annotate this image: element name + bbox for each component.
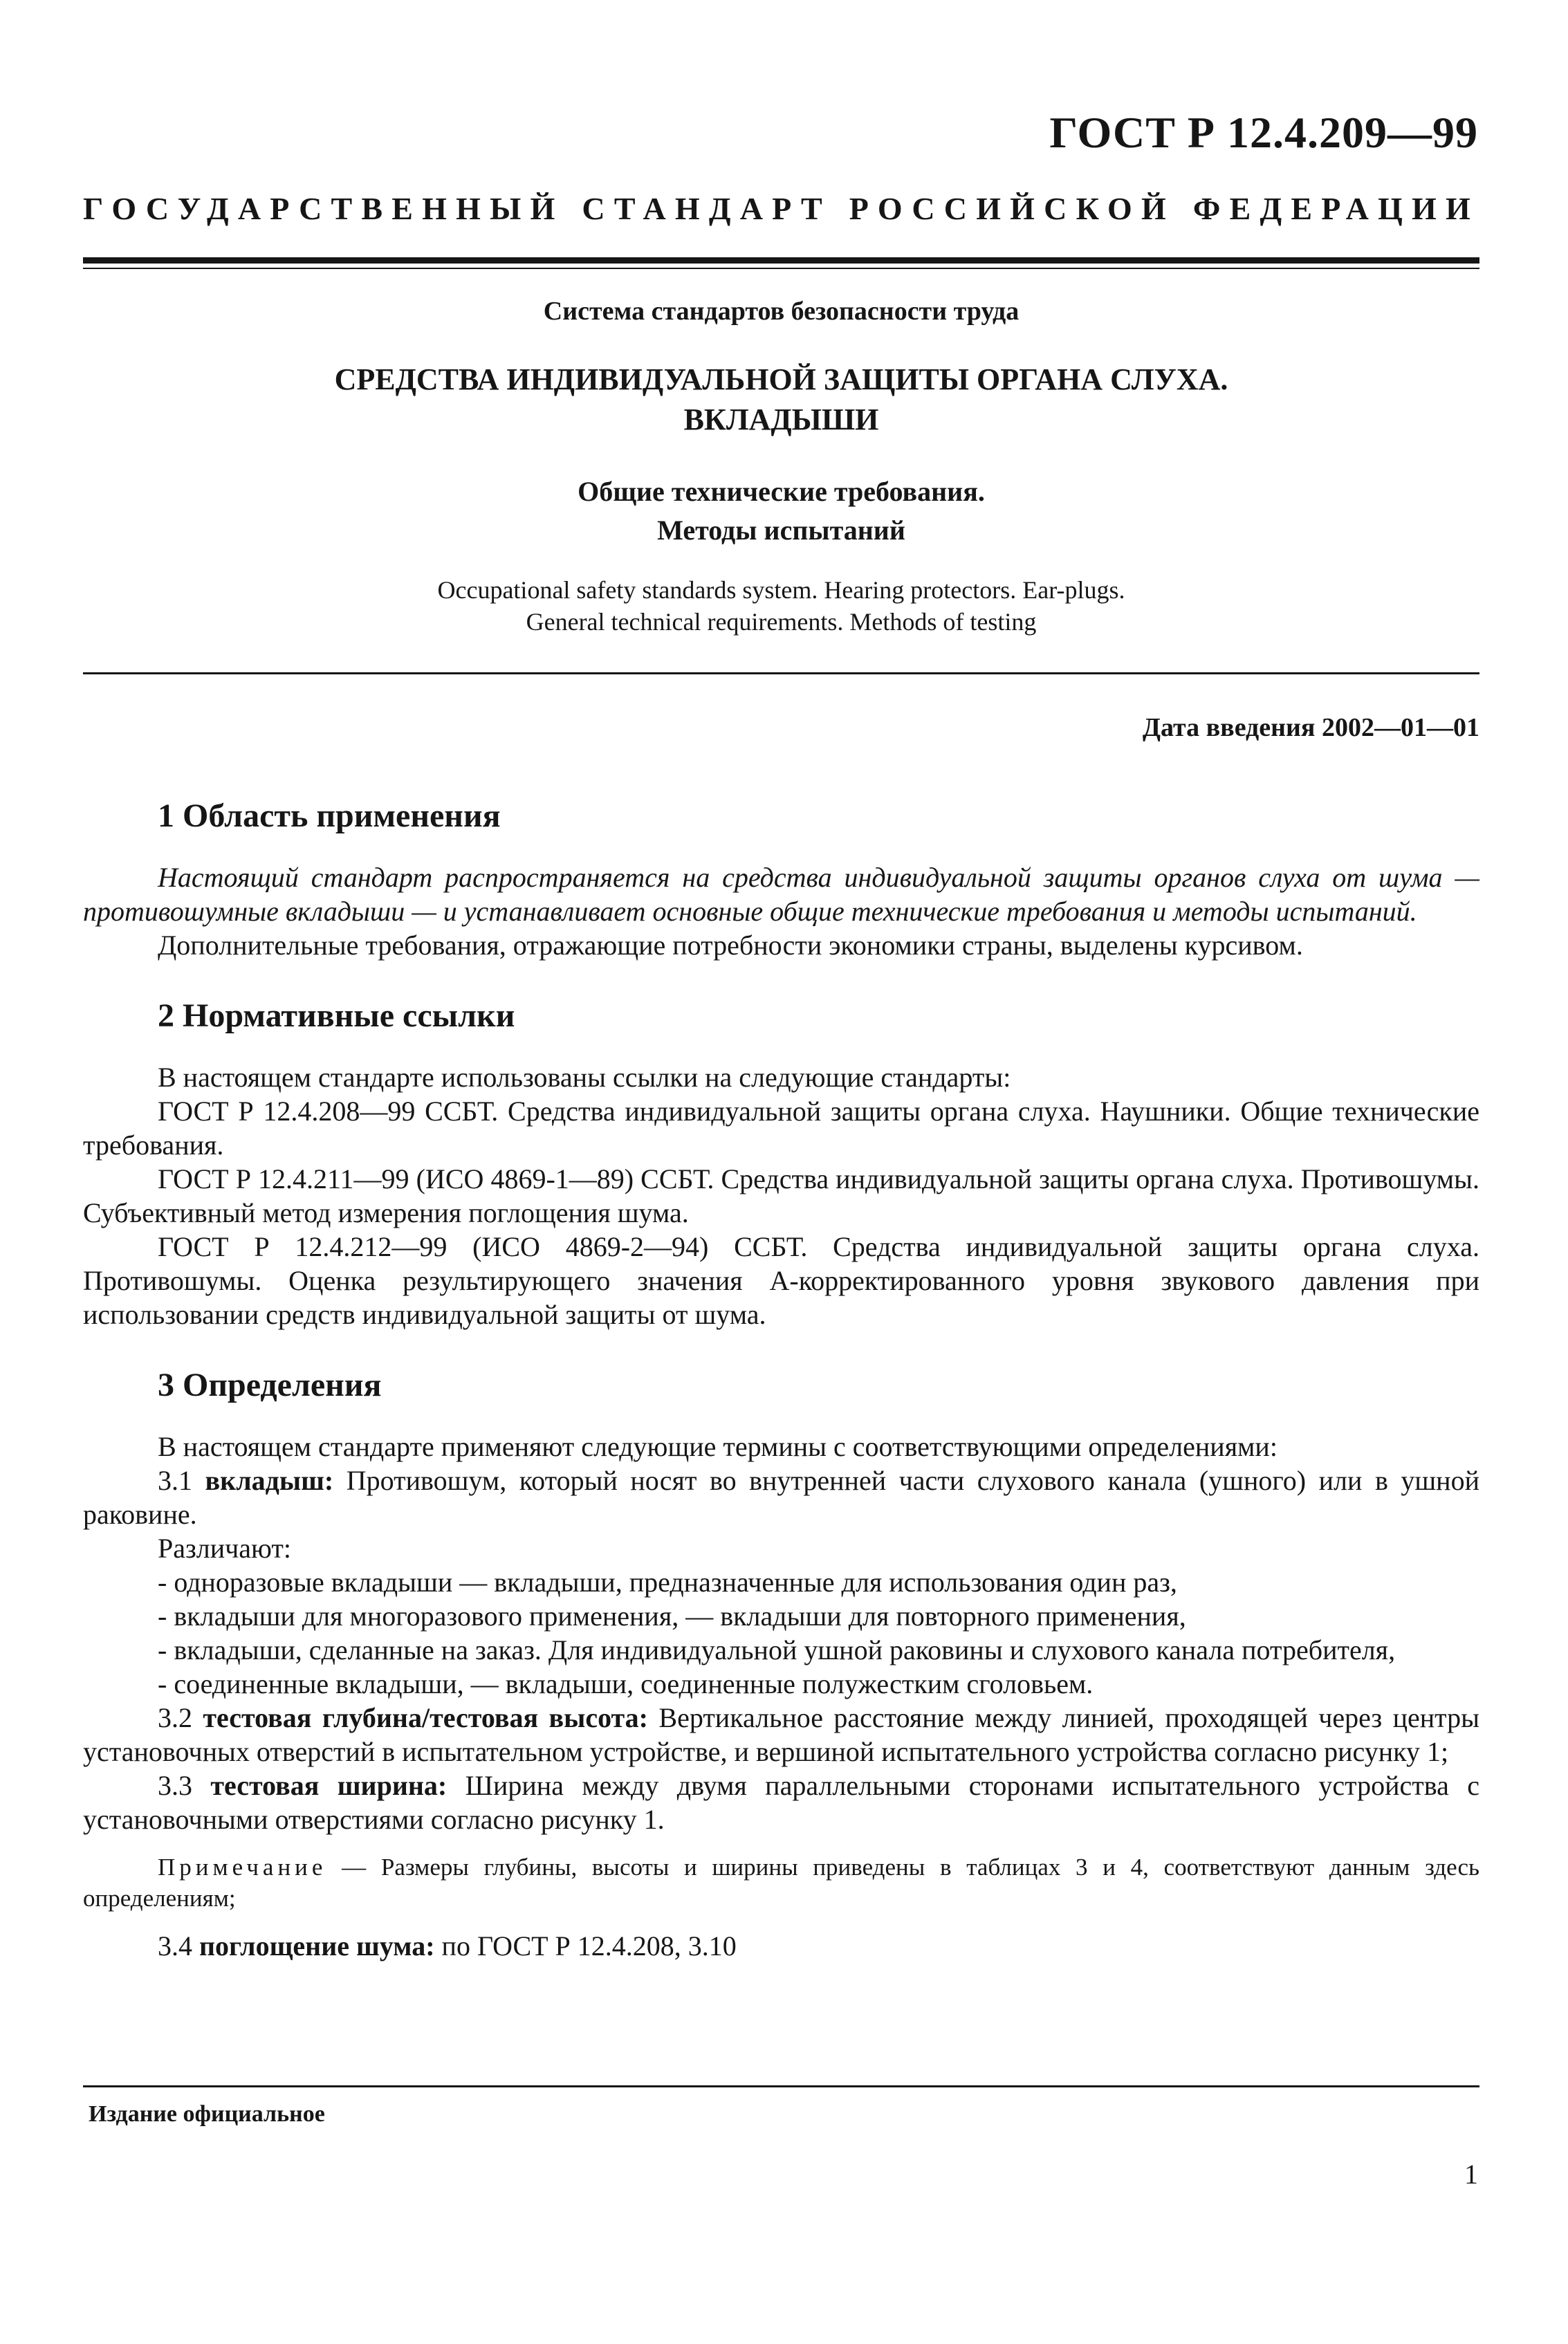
page-number: 1 <box>1464 2159 1478 2190</box>
header-rule-thick <box>83 257 1479 264</box>
definition-3-1 <box>83 1464 1479 1531</box>
section-3-intro: В настоящем стандарте применяют следующие термины с соответствующими определениями: <box>158 1431 1278 1462</box>
section-1-additional-paragraph: Дополнительные требования, отражающие потребности экономики страны, выделены курсивом. <box>158 930 1303 961</box>
section-2-intro: В настоящем стандарте использованы ссылки на следующие стандарты: <box>158 1062 1011 1093</box>
reference-item: ГОСТ Р 12.4.208—99 ССБТ. Средства индивидуальной защиты органа слуха. Наушники. Общие технические требования. <box>83 1096 1479 1161</box>
definition-term: поглощение шума: <box>199 1930 435 1962</box>
definition-3-2 <box>83 1701 1479 1769</box>
document-code: ГОСТ Р 12.4.209—99 <box>1049 108 1478 157</box>
subtitle-line-2: Методы испытаний <box>657 515 905 546</box>
definition-number: 3.4 <box>158 1930 192 1962</box>
note-label: Примечание <box>158 1854 327 1881</box>
definition-term: тестовая глубина/тестовая высота: <box>203 1702 649 1733</box>
note-text: — Размеры глубины, высоты и ширины приведены в таблицах 3 и 4, соответствуют данным здесь определениям; <box>83 1854 1479 1912</box>
subtitle-line-1: Общие технические требования. <box>578 476 985 507</box>
definition-number: 3.2 <box>158 1702 192 1733</box>
section-1-heading: 1 Область применения <box>158 797 501 834</box>
english-title <box>83 574 1479 638</box>
title-divider <box>83 672 1479 674</box>
definition-text: Вертикальное расстояние между линией, проходящей через центры установочных отверстий в испытательном устройстве, и вершиной испытательного устройства согласно рисунку 1; <box>83 1702 1480 1767</box>
introduction-date: Дата введения 2002—01—01 <box>1142 713 1479 742</box>
definition-text: по ГОСТ Р 12.4.208, 3.10 <box>441 1930 737 1962</box>
definition-3-3 <box>83 1769 1479 1836</box>
list-item: - соединенные вкладыши, — вкладыши, соединенные полужестким сголовьем. <box>158 1668 1094 1699</box>
definition-text: Ширина между двумя параллельными сторонами испытательного устройства с установочными отверстиями согласно рисунку 1. <box>83 1770 1480 1835</box>
definition-number: 3.3 <box>158 1770 192 1801</box>
header-rule-thin <box>83 268 1479 269</box>
footer-rule <box>83 2085 1479 2087</box>
definition-number: 3.1 <box>158 1465 192 1496</box>
title-line-1: СРЕДСТВА ИНДИВИДУАЛЬНОЙ ЗАЩИТЫ ОРГАНА СЛУХА. <box>334 362 1228 396</box>
note <box>83 1852 1479 1914</box>
document-title <box>83 360 1479 440</box>
definition-term: вкладыш: <box>205 1465 334 1496</box>
section-3-heading: 3 Определения <box>158 1367 382 1403</box>
reference-item: ГОСТ Р 12.4.211—99 (ИСО 4869-1—89) ССБТ. Средства индивидуальной защиты органа слуха. Противошумы. Субъективный метод измерения поглощения шума. <box>83 1163 1479 1228</box>
state-standard-header: ГОСУДАРСТВЕННЫЙ СТАНДАРТ РОССИЙСКОЙ ФЕДЕРАЦИИ <box>83 191 1479 226</box>
list-item: - вкладыши для многоразового применения, — вкладыши для повторного применения, <box>158 1600 1186 1632</box>
definition-term: тестовая ширина: <box>210 1770 448 1801</box>
title-line-2: ВКЛАДЫШИ <box>683 403 879 436</box>
distinguish-label: Различают: <box>158 1533 291 1564</box>
edition-label: Издание официальное <box>89 2101 325 2127</box>
list-item: - вкладыши, сделанные на заказ. Для индивидуальной ушной раковины и слухового канала потребителя, <box>158 1634 1396 1665</box>
definition-3-4 <box>83 1929 1479 1963</box>
section-1-scope-paragraph: Настоящий стандарт распространяется на средства индивидуальной защиты органов слуха от шума — противошумные вкладыши — и устанавливает основные общие технические требования и методы испытаний. <box>83 862 1479 927</box>
english-title-line-2: General technical requirements. Methods of testing <box>526 608 1037 636</box>
document-body <box>83 795 1479 1963</box>
document-subtitle <box>83 472 1479 550</box>
list-item: - одноразовые вкладыши — вкладыши, предназначенные для использования один раз, <box>158 1567 1177 1598</box>
standards-series: Система стандартов безопасности труда <box>543 297 1020 326</box>
definition-text: Противошум, который носят во внутренней части слухового канала (ушного) или в ушной раковине. <box>83 1465 1479 1530</box>
english-title-line-1: Occupational safety standards system. Hearing protectors. Ear-plugs. <box>437 576 1125 604</box>
reference-item: ГОСТ Р 12.4.212—99 (ИСО 4869-2—94) ССБТ. Средства индивидуальной защиты органа слуха. Противошумы. Оценка результирующего значения А-корректированного уровня звукового давления при использовании средств индивидуальной защиты от шума. <box>83 1231 1479 1330</box>
section-2-heading: 2 Нормативные ссылки <box>158 997 515 1034</box>
